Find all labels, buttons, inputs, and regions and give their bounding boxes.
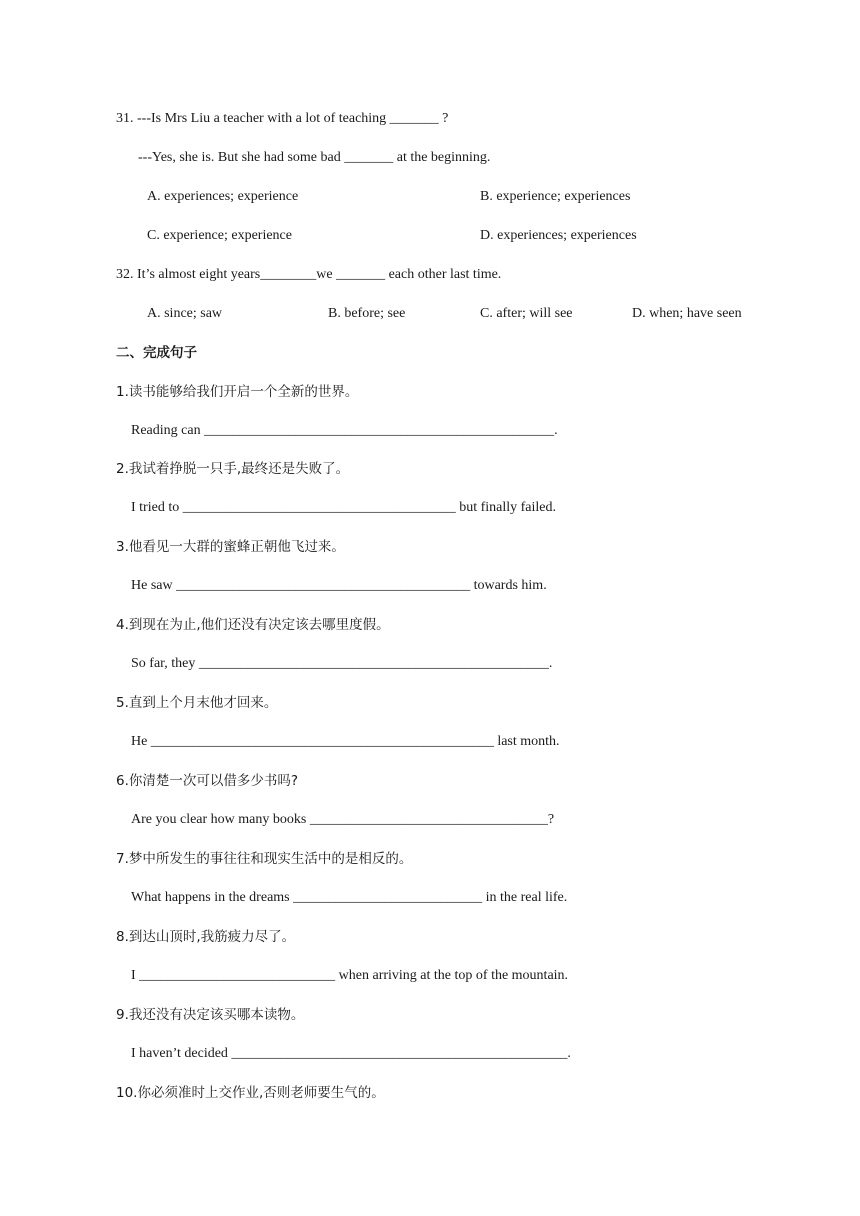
item-4-prompt: 4.到现在为止,他们还没有决定该去哪里度假。 bbox=[116, 617, 390, 633]
question-31-option-b: B. experience; experiences bbox=[480, 189, 631, 204]
item-1-answer-line: Reading can __________________________________________________. bbox=[131, 423, 558, 438]
item-3-answer-line: He saw __________________________________________ towards him. bbox=[131, 578, 547, 593]
item-7-prompt: 7.梦中所发生的事往往和现实生活中的是相反的。 bbox=[116, 851, 413, 867]
item-5-prompt: 5.直到上个月末他才回来。 bbox=[116, 695, 278, 711]
question-31-option-d: D. experiences; experiences bbox=[480, 228, 637, 243]
item-5-answer-line: He _________________________________________________ last month. bbox=[131, 734, 560, 749]
question-31-option-a: A. experiences; experience bbox=[147, 189, 299, 204]
question-32-option-b: B. before; see bbox=[328, 306, 406, 321]
question-32-stem: 32. It’s almost eight years________we _______ each other last time. bbox=[116, 267, 502, 282]
item-6-prompt: 6.你清楚一次可以借多少书吗? bbox=[116, 773, 299, 789]
item-10-prompt: 10.你必须准时上交作业,否则老师要生气的。 bbox=[116, 1085, 385, 1101]
item-9-prompt: 9.我还没有决定该买哪本读物。 bbox=[116, 1007, 305, 1023]
question-31-stem: 31. ---Is Mrs Liu a teacher with a lot of teaching _______ ? bbox=[116, 111, 449, 126]
question-32-option-a: A. since; saw bbox=[147, 306, 223, 321]
item-7-answer-line: What happens in the dreams ___________________________ in the real life. bbox=[131, 890, 568, 905]
item-2-prompt: 2.我试着挣脱一只手,最终还是失败了。 bbox=[116, 461, 350, 477]
section-heading: 二、完成句子 bbox=[116, 345, 197, 361]
item-3-prompt: 3.他看见一大群的蜜蜂正朝他飞过来。 bbox=[116, 539, 345, 555]
item-2-answer-line: I tried to _______________________________________ but finally failed. bbox=[131, 500, 557, 515]
question-32-option-c: C. after; will see bbox=[480, 306, 573, 321]
item-9-answer-line: I haven’t decided ________________________________________________. bbox=[131, 1046, 571, 1061]
question-32-option-d: D. when; have seen bbox=[632, 306, 742, 321]
item-8-answer-line: I ____________________________ when arriving at the top of the mountain. bbox=[131, 968, 569, 983]
item-1-prompt: 1.读书能够给我们开启一个全新的世界。 bbox=[116, 384, 359, 400]
question-31-reply: ---Yes, she is. But she had some bad _______ at the beginning. bbox=[138, 150, 491, 165]
item-8-prompt: 8.到达山顶时,我筋疲力尽了。 bbox=[116, 929, 296, 945]
item-4-answer-line: So far, they __________________________________________________. bbox=[131, 656, 553, 671]
item-6-answer-line: Are you clear how many books __________________________________? bbox=[131, 812, 555, 827]
question-31-option-c: C. experience; experience bbox=[147, 228, 292, 243]
